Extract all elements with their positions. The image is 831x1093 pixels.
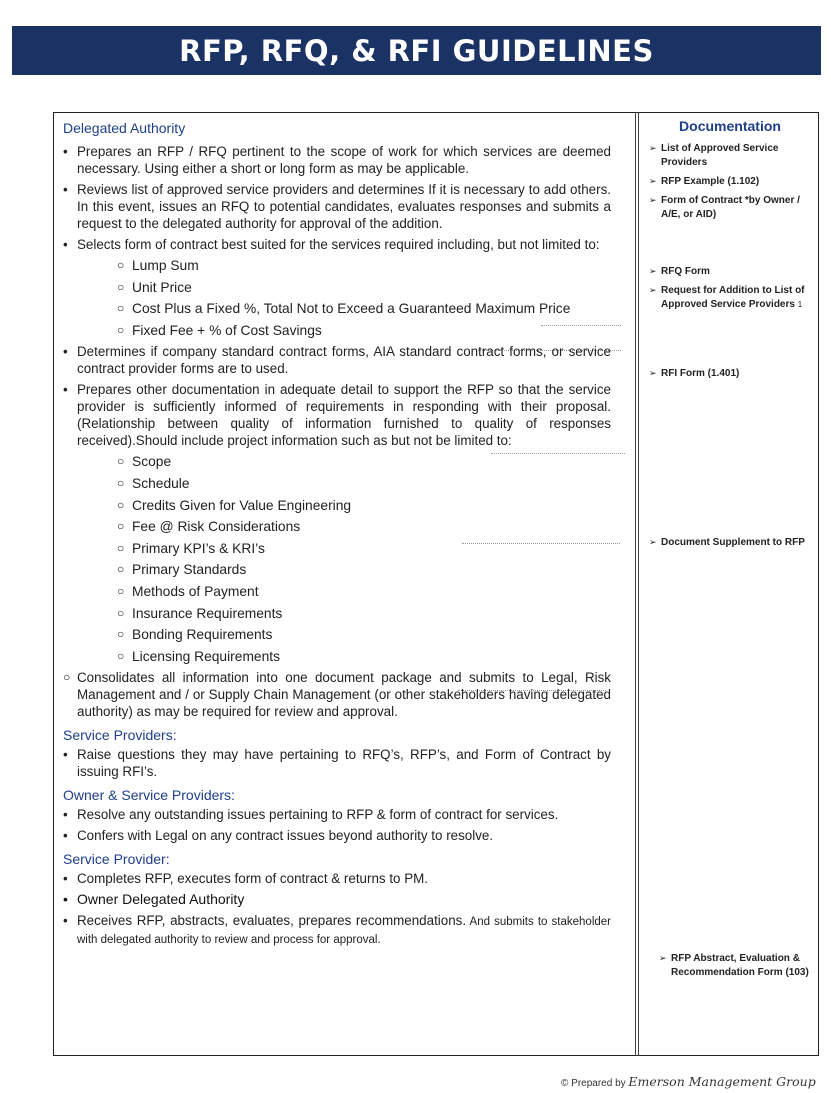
bullet-icon: • <box>63 382 68 398</box>
bullet-icon: • <box>63 182 68 197</box>
list-item: • Determines if company standard contract forms, AIA standard contract forms, or service contract provider forms are to used. <box>63 344 611 377</box>
sub-list-item: ○ Licensing Requirements <box>117 648 281 664</box>
list-item: • Resolve any outstanding issues pertaining to RFP & form of contract for services. <box>63 807 559 823</box>
section-heading-delegated-authority: Delegated Authority <box>63 120 186 136</box>
circle-bullet-icon: ○ <box>117 605 125 620</box>
section-heading-owner-delegated-authority: • Owner Delegated Authority <box>63 891 245 908</box>
circle-bullet-icon: ○ <box>117 322 125 337</box>
doc-item-rfq-form: ➢ RFQ Form <box>649 266 710 277</box>
circle-bullet-icon: ○ <box>117 454 125 469</box>
sub-list-item: ○ Primary Standards <box>117 562 247 578</box>
sub-list-item: ○ Scope <box>117 454 172 470</box>
sub-list-item: ○ Primary KPI’s & KRI’s <box>117 540 265 556</box>
bullet-icon: • <box>63 344 68 360</box>
title-banner <box>12 26 821 75</box>
arrow-right-icon: ➢ <box>649 266 657 276</box>
list-item: • Prepares other documentation in adequate detail to support the RFP so that the service provider is sufficiently informed of requirements in responding with their proposal. (Relationship between quality of information furnished to quality of responses received).Should include project information such as but not be limited to: <box>63 382 611 449</box>
doc-item-rfi-form: ➢ RFI Form (1.401) <box>649 368 740 379</box>
arrow-right-icon: ➢ <box>649 368 657 378</box>
bullet-icon: • <box>63 747 68 763</box>
circle-bullet-icon: ○ <box>117 258 125 272</box>
list-item: • Reviews list of approved service providers and determines If it is necessary to add others. In this event, issues an RFQ to potential candidates, evaluates responses and submits a request to the delegated authority for approval of the addition. <box>63 182 611 231</box>
footer-credit: © Prepared by Emerson Management Group <box>561 1074 816 1089</box>
bullet-icon: • <box>63 828 68 844</box>
arrow-right-icon: ➢ <box>649 143 657 153</box>
section-heading-service-providers: Service Providers: <box>63 727 177 744</box>
circle-bullet-icon: ○ <box>117 497 125 512</box>
list-item: • Receives RFP, abstracts, evaluates, prepares recommendations. And submits to stakeholder with delegated authority to review and process for approval. <box>63 913 611 947</box>
doc-item-request-addition: ➢ Request for Addition to List of Approved Service Providers 1 <box>649 285 805 310</box>
sub-list-item: ○ Credits Given for Value Engineering <box>117 497 352 513</box>
bullet-icon: • <box>63 871 68 887</box>
list-item: ○ Consolidates all information into one document package and submits to Legal, Risk Management and / or Supply Chain Management (or other stakeholders having delegated authority) as may be required for review and approval. <box>63 670 611 720</box>
circle-bullet-icon: ○ <box>117 279 125 294</box>
sub-list-item: ○ Lump Sum <box>117 258 199 273</box>
circle-bullet-icon: ○ <box>117 540 125 555</box>
doc-item-form-of-contract: ➢ Form of Contract *by Owner / A/E, or AID) <box>649 195 800 220</box>
bullet-icon: • <box>63 891 68 908</box>
list-item: • Selects form of contract best suited for the services required including, but not limited to: <box>63 237 600 252</box>
circle-bullet-icon: ○ <box>117 627 125 642</box>
circle-bullet-icon: ○ <box>117 562 125 577</box>
sub-list-item: ○ Methods of Payment <box>117 583 259 599</box>
documentation-title: Documentation <box>679 118 781 134</box>
doc-item-rfp-example: ➢ RFP Example (1.102) <box>649 176 760 187</box>
column-divider <box>635 112 639 1056</box>
doc-item-approved-providers: ➢ List of Approved Service Providers <box>649 143 779 168</box>
bullet-icon: • <box>63 807 68 823</box>
arrow-right-icon: ➢ <box>659 953 667 963</box>
arrow-right-icon: ➢ <box>649 285 657 295</box>
section-heading-owner-service-providers: Owner & Service Providers: <box>63 787 235 804</box>
circle-bullet-icon: ○ <box>117 301 125 316</box>
list-item: • Raise questions they may have pertaining to RFQ’s, RFP’s, and Form of Contract by issuing RFI’s. <box>63 747 611 780</box>
circle-bullet-icon: ○ <box>117 583 125 598</box>
bullet-icon: • <box>63 913 68 929</box>
bullet-icon: • <box>63 144 68 159</box>
arrow-right-icon: ➢ <box>649 537 657 547</box>
sub-list-item: ○ Fixed Fee + % of Cost Savings <box>117 322 322 338</box>
circle-bullet-icon: ○ <box>117 519 125 534</box>
doc-item-rfp-abstract: ➢ RFP Abstract, Evaluation & Recommendation Form (103) <box>659 953 809 978</box>
section-heading-service-provider: Service Provider: <box>63 851 170 868</box>
page-title: RFP, RFQ, & RFI GUIDELINES <box>179 33 654 68</box>
list-item: • Confers with Legal on any contract issues beyond authority to resolve. <box>63 828 494 844</box>
circle-bullet-icon: ○ <box>117 475 125 490</box>
sub-list-item: ○ Fee @ Risk Considerations <box>117 519 301 535</box>
sub-list-item: ○ Unit Price <box>117 279 192 295</box>
circle-bullet-icon: ○ <box>63 670 71 685</box>
list-item: • Completes RFP, executes form of contract & returns to PM. <box>63 871 429 887</box>
circle-bullet-icon: ○ <box>117 648 125 663</box>
sub-list-item: ○ Bonding Requirements <box>117 627 273 643</box>
sub-list-item: ○ Insurance Requirements <box>117 605 283 621</box>
left-column <box>63 118 611 952</box>
sub-list-item: ○ Schedule <box>117 475 190 491</box>
sub-list-item: ○ Cost Plus a Fixed %, Total Not to Exceed a Guaranteed Maximum Price <box>117 301 571 317</box>
brand-name: Emerson Management Group <box>628 1074 816 1089</box>
arrow-right-icon: ➢ <box>649 195 657 205</box>
bullet-icon: • <box>63 237 68 252</box>
doc-item-document-supplement: ➢ Document Supplement to RFP <box>649 537 805 548</box>
arrow-right-icon: ➢ <box>649 176 657 186</box>
list-item: • Prepares an RFP / RFQ pertinent to the scope of work for which services are deemed necessary. Using either a short or long form as may be applicable. <box>63 144 611 176</box>
